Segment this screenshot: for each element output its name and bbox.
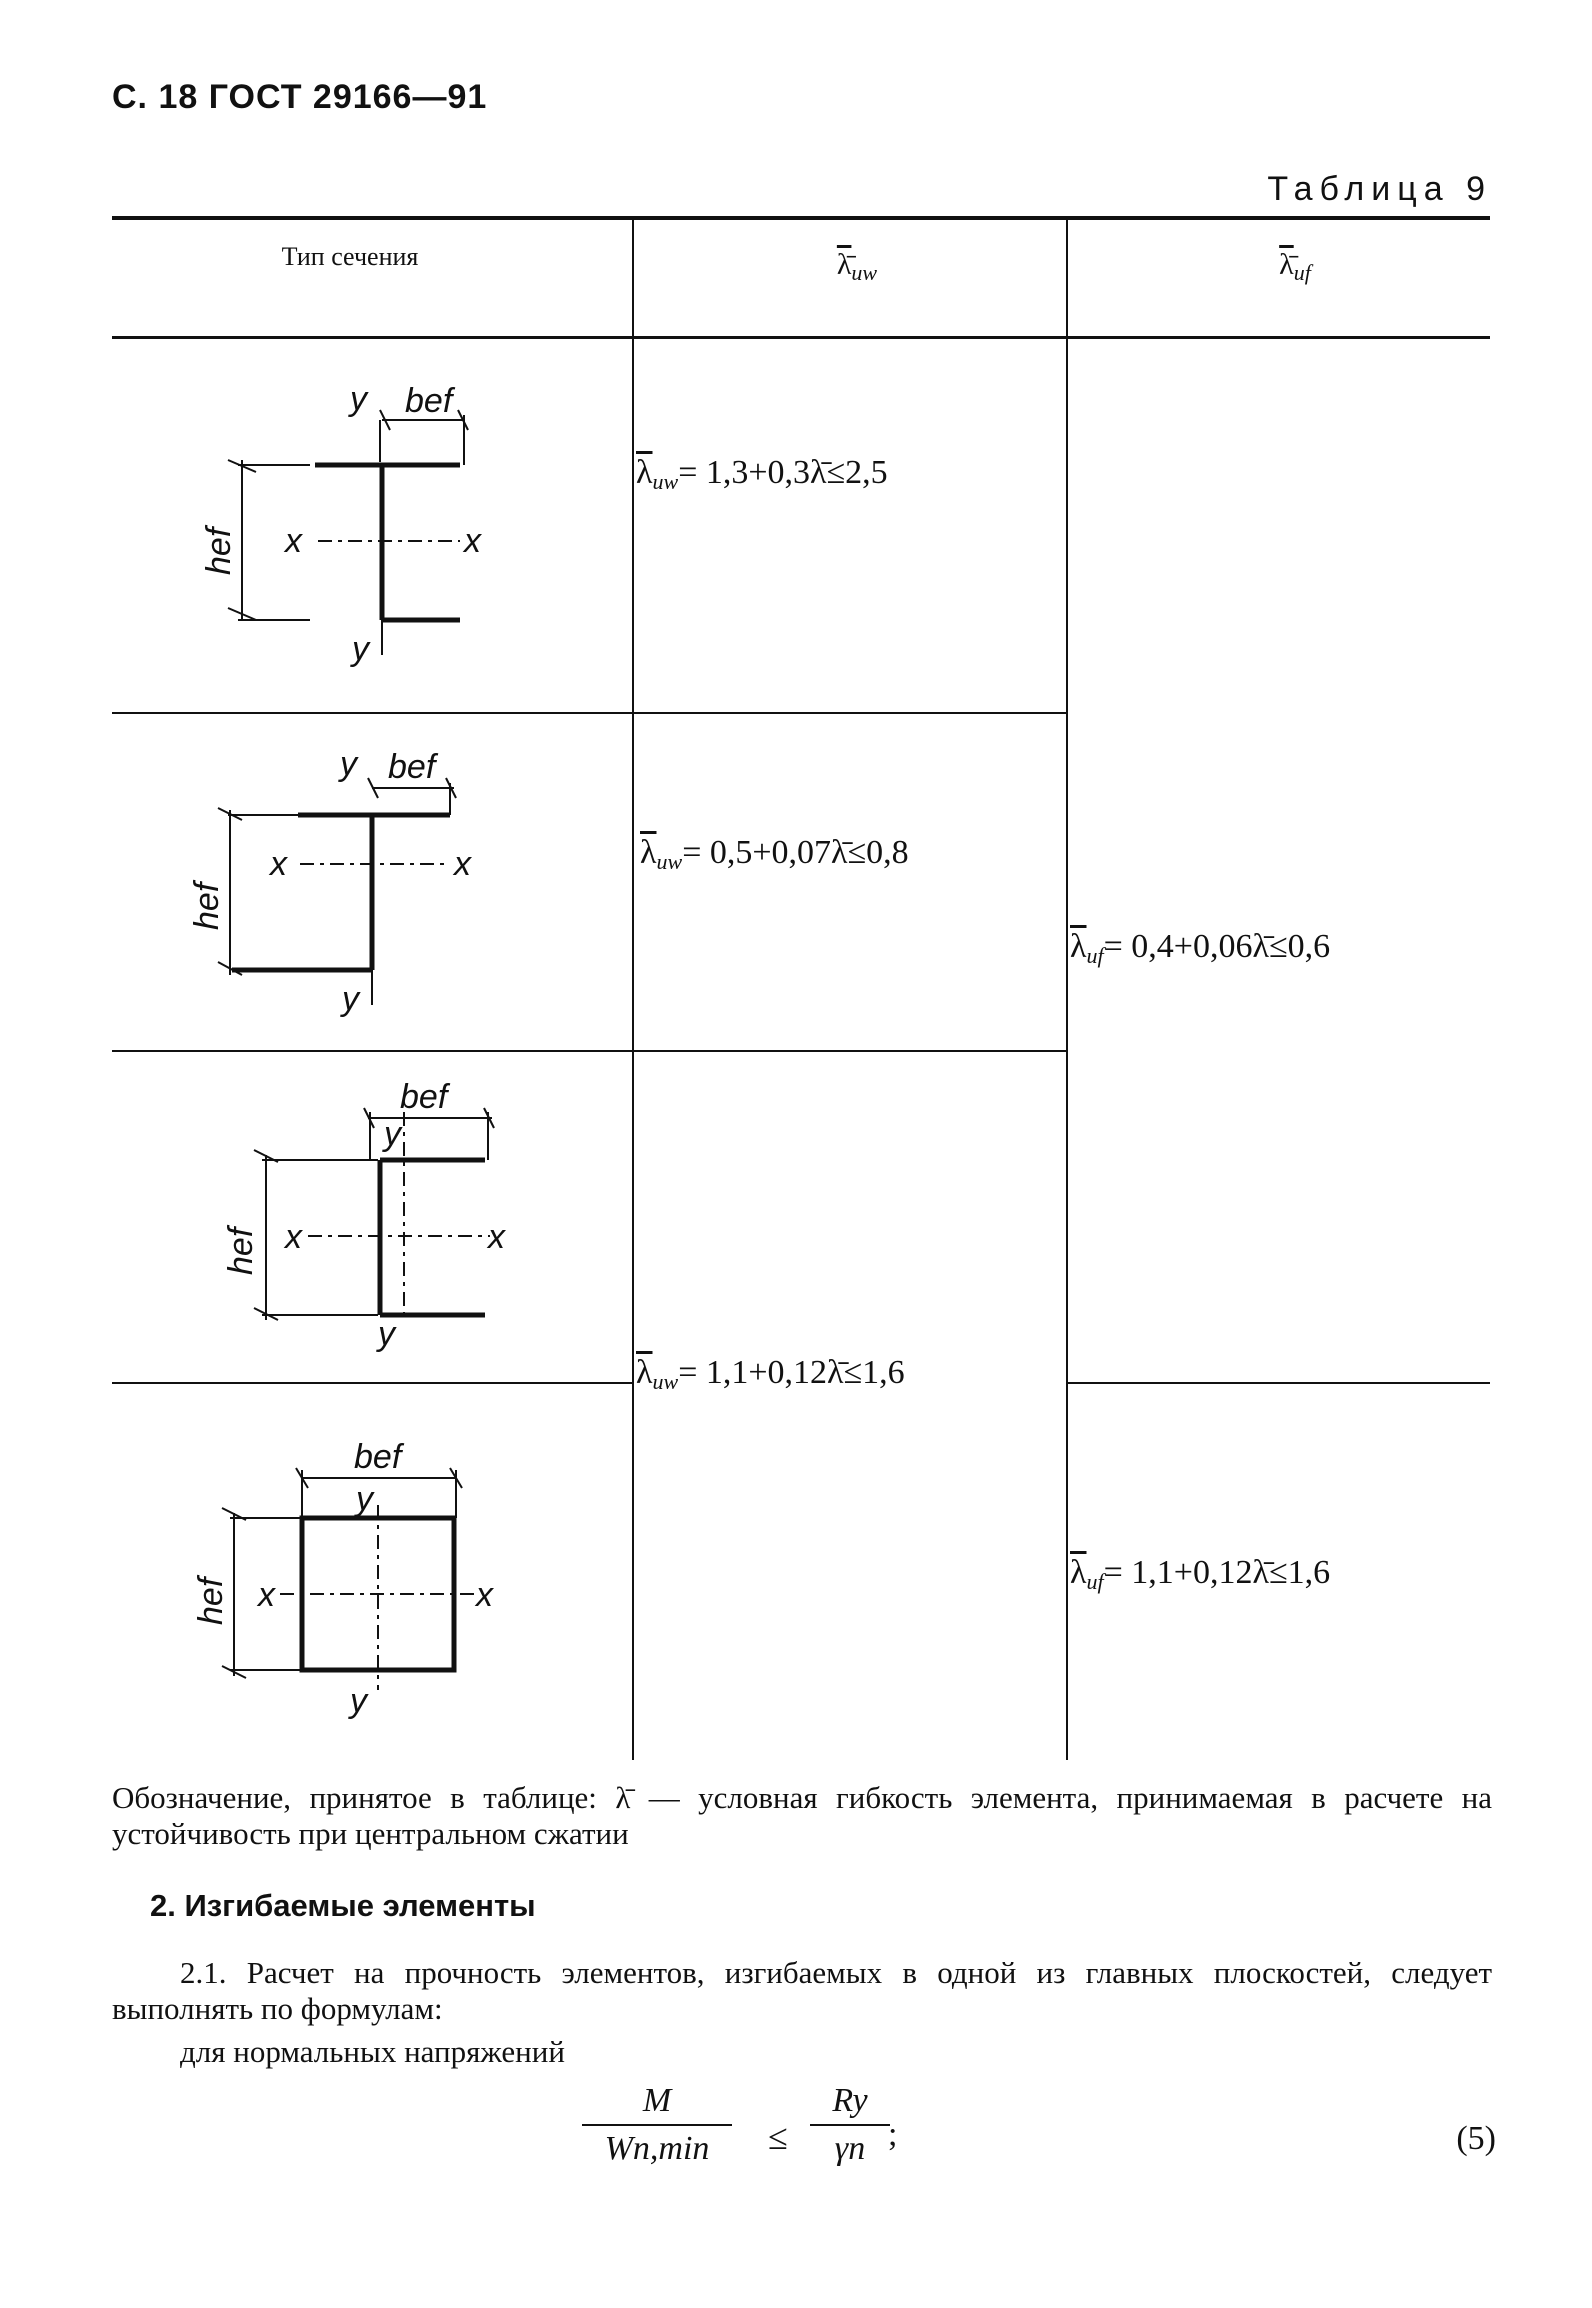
dimension-label: bef [388, 748, 436, 786]
inequality-sign: ≤ [768, 2117, 788, 2157]
table-col-divider-2 [1066, 220, 1068, 1760]
section-t-shape [228, 410, 468, 655]
dimension-label: hef [200, 527, 238, 575]
dimension-label: bef [354, 1438, 402, 1476]
paragraph-2-1: 2.1. Расчет на прочность элементов, изгибаемых в одной из главных плоскостей, следует выполнять по формулам: [112, 1955, 1492, 2026]
axis-label: y [342, 980, 359, 1018]
formula-rhs: = 0,5+0,07λ̄≤0,8 [682, 834, 909, 871]
lambda: $\overline{\lambda}$ [1070, 1554, 1087, 1591]
page-reference: С. 18 ГОСТ 29166—91 [112, 78, 488, 116]
formula-uw-rows34 [636, 1354, 905, 1395]
lambda: $\overline{\lambda}$ [636, 454, 653, 491]
formula-uw-row2 [640, 834, 909, 875]
column-header-lambda-uf [1250, 248, 1340, 286]
section-drawings [0, 0, 640, 1780]
denominator: Wn,min [604, 2130, 710, 2167]
section-heading: 2. Изгибаемые элементы [150, 1888, 536, 1923]
equation-semicolon: ; [888, 2116, 898, 2153]
axis-label: y [378, 1315, 395, 1353]
formula-rhs: = 0,4+0,06λ̄≤0,6 [1103, 928, 1331, 965]
lambda-symbol: λ̄ [836, 248, 852, 281]
dimension-label: hef [188, 882, 226, 930]
axis-label: x [285, 522, 302, 560]
axis-label: y [350, 380, 367, 418]
fraction-left [582, 2082, 732, 2168]
axis-label: x [454, 845, 471, 883]
dimension-label: hef [192, 1577, 230, 1625]
section-z-shape [218, 778, 456, 1005]
axis-label: x [258, 1576, 275, 1614]
subscript: uf [1086, 943, 1104, 968]
numerator: M [582, 2082, 732, 2126]
lambda-symbol: λ̄ [1279, 248, 1294, 281]
axis-label: x [270, 845, 287, 883]
lambda: $\overline{\lambda}$ [636, 1354, 653, 1391]
paragraph-normal-stress: для нормальных напряжений [180, 2034, 565, 2069]
subscript: uw [656, 849, 683, 874]
row-divider-3b [1068, 1382, 1490, 1384]
equation-number: (5) [1456, 2120, 1496, 2157]
formula-rhs: = 1,1+0,12λ̄≤1,6 [1103, 1554, 1331, 1591]
formula-uw-row1 [636, 454, 888, 495]
axis-label: x [476, 1576, 493, 1614]
axis-label: y [352, 630, 369, 668]
axis-label: x [285, 1218, 302, 1256]
formula-rhs: = 1,3+0,3λ̄≤2,5 [678, 454, 888, 491]
subscript: uf [1293, 260, 1311, 285]
subscript: uw [652, 469, 679, 494]
axis-label: y [356, 1480, 373, 1518]
dimension-label: hef [222, 1227, 260, 1275]
dimension-label: bef [400, 1078, 448, 1116]
dimension-label: bef [405, 382, 453, 420]
denominator: γn [834, 2130, 866, 2167]
axis-label: y [350, 1682, 367, 1720]
lambda: $\overline{\lambda}$ [640, 834, 657, 871]
subscript: uf [1086, 1569, 1104, 1594]
axis-label: y [340, 745, 357, 783]
formula-rhs: = 1,1+0,12λ̄≤1,6 [678, 1354, 905, 1391]
lambda: $\overline{\lambda}$ [1070, 928, 1087, 965]
formula-uf-top [1070, 928, 1330, 969]
axis-label: x [488, 1218, 505, 1256]
subscript: uw [851, 260, 878, 285]
axis-label: x [464, 522, 481, 560]
table-title: Таблица 9 [1267, 170, 1492, 208]
column-header-lambda-uw [812, 248, 902, 286]
formula-uf-bottom [1070, 1554, 1330, 1595]
numerator: Ry [810, 2082, 890, 2126]
subscript: uw [652, 1369, 679, 1394]
column-header-label: Тип сечения [281, 242, 419, 271]
table-note: Обозначение, принятое в таблице: λ̄ — условная гибкость элемента, принимаемая в расчете на устойчивость при центральном сжатии [112, 1780, 1492, 1851]
axis-label: y [384, 1115, 401, 1153]
fraction-right [810, 2082, 890, 2168]
section-channel-shape [254, 1108, 494, 1320]
